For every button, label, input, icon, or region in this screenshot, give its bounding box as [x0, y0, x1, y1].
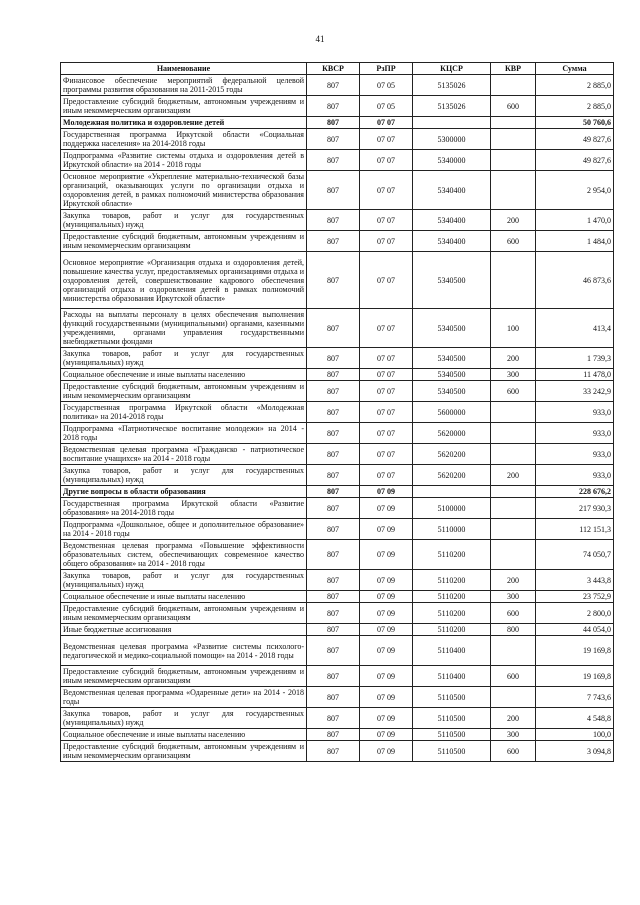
- cell-name: Ведомственная целевая программа «Развитие системы психолого-педагогической и медико-социальной помощи» на 2014 - 2018 годы: [61, 636, 307, 666]
- column-header-rzpr: РзПР: [360, 63, 413, 75]
- table-row: [61, 687, 614, 708]
- table-row: [61, 171, 614, 210]
- cell-kvsr: 807: [307, 708, 360, 729]
- cell-name: Предоставление субсидий бюджетным, автономным учреждениям и иным некоммерческим организациям: [61, 96, 307, 117]
- column-header-kvsr: КВСР: [307, 63, 360, 75]
- cell-sum: 2 954,0: [536, 171, 614, 210]
- cell-kvsr: 807: [307, 348, 360, 369]
- cell-kcsr: 5340400: [413, 231, 491, 252]
- table-row: [61, 117, 614, 129]
- cell-name: Государственная программа Иркутской области «Развитие образования» на 2014-2018 годы: [61, 498, 307, 519]
- cell-sum: 1 484,0: [536, 231, 614, 252]
- cell-kvr: [491, 486, 536, 498]
- table-row: [61, 444, 614, 465]
- column-header-name: Наименование: [61, 63, 307, 75]
- cell-name: Расходы на выплаты персоналу в целях обеспечения выполнения функций государственными (муниципальными) органами, казенными учреждениями, органами управления государственными внебюджетными фондами: [61, 309, 307, 348]
- cell-name: Закупка товаров, работ и услуг для государственных (муниципальных) нужд: [61, 708, 307, 729]
- table-row: [61, 624, 614, 636]
- cell-rzpr: 07 07: [360, 348, 413, 369]
- cell-rzpr: 07 09: [360, 636, 413, 666]
- column-header-kcsr: КЦСР: [413, 63, 491, 75]
- cell-sum: 7 743,6: [536, 687, 614, 708]
- cell-kvr: [491, 519, 536, 540]
- cell-rzpr: 07 07: [360, 465, 413, 486]
- table-row: [61, 381, 614, 402]
- cell-kvr: [491, 636, 536, 666]
- cell-kvsr: 807: [307, 729, 360, 741]
- cell-kvsr: 807: [307, 570, 360, 591]
- cell-rzpr: 07 09: [360, 741, 413, 762]
- cell-kvr: [491, 252, 536, 309]
- cell-kvsr: 807: [307, 591, 360, 603]
- cell-name: Закупка товаров, работ и услуг для государственных (муниципальных) нужд: [61, 348, 307, 369]
- cell-kvr: 200: [491, 210, 536, 231]
- cell-kcsr: [413, 486, 491, 498]
- cell-rzpr: 07 09: [360, 570, 413, 591]
- cell-kvsr: 807: [307, 603, 360, 624]
- cell-name: Предоставление субсидий бюджетным, автономным учреждениям и иным некоммерческим организациям: [61, 666, 307, 687]
- cell-rzpr: 07 07: [360, 210, 413, 231]
- cell-kvr: 600: [491, 603, 536, 624]
- table-row: [61, 519, 614, 540]
- cell-kvsr: 807: [307, 231, 360, 252]
- cell-sum: 933,0: [536, 465, 614, 486]
- cell-kcsr: 5110500: [413, 729, 491, 741]
- cell-kvr: 600: [491, 666, 536, 687]
- cell-kvr: 200: [491, 708, 536, 729]
- cell-rzpr: 07 07: [360, 402, 413, 423]
- cell-name: Государственная программа Иркутской области «Молодежная политика» на 2014-2018 годы: [61, 402, 307, 423]
- cell-rzpr: 07 09: [360, 708, 413, 729]
- cell-kvsr: 807: [307, 636, 360, 666]
- table-row: [61, 129, 614, 150]
- cell-sum: 217 930,3: [536, 498, 614, 519]
- cell-kvsr: 807: [307, 465, 360, 486]
- cell-kvr: 600: [491, 231, 536, 252]
- cell-kvr: [491, 402, 536, 423]
- cell-kvsr: 807: [307, 252, 360, 309]
- cell-name: Подпрограмма «Развитие системы отдыха и оздоровления детей в Иркутской области» на 2014 - 2018 годы: [61, 150, 307, 171]
- cell-sum: 112 151,3: [536, 519, 614, 540]
- cell-rzpr: 07 09: [360, 591, 413, 603]
- cell-kcsr: 5135026: [413, 96, 491, 117]
- cell-kvsr: 807: [307, 666, 360, 687]
- cell-name: Подпрограмма «Дошкольное, общее и дополнительное образование» на 2014 - 2018 годы: [61, 519, 307, 540]
- cell-kcsr: 5340500: [413, 381, 491, 402]
- cell-name: Основное мероприятие «Укрепление материально-технической базы организаций, оказывающих услуги по организации отдыха и оздоровления детей, в рамках полномочий министерства образования Иркутской области»: [61, 171, 307, 210]
- cell-kcsr: 5110500: [413, 741, 491, 762]
- cell-sum: 1 739,3: [536, 348, 614, 369]
- table-row: [61, 348, 614, 369]
- cell-kvsr: 807: [307, 150, 360, 171]
- cell-kvsr: 807: [307, 129, 360, 150]
- table-row: [61, 423, 614, 444]
- cell-kvr: [491, 150, 536, 171]
- cell-name: Социальное обеспечение и иные выплаты населению: [61, 729, 307, 741]
- table-row: [61, 369, 614, 381]
- cell-rzpr: 07 09: [360, 624, 413, 636]
- table-row: [61, 591, 614, 603]
- cell-sum: 1 470,0: [536, 210, 614, 231]
- cell-kvr: 600: [491, 741, 536, 762]
- cell-name: Предоставление субсидий бюджетным, автономным учреждениям и иным некоммерческим организациям: [61, 741, 307, 762]
- column-header-kvr: КВР: [491, 63, 536, 75]
- table-row: [61, 252, 614, 309]
- cell-kvsr: 807: [307, 486, 360, 498]
- cell-sum: 11 478,0: [536, 369, 614, 381]
- table-row: [61, 636, 614, 666]
- cell-kcsr: 5110500: [413, 708, 491, 729]
- cell-rzpr: 07 07: [360, 117, 413, 129]
- cell-kvsr: 807: [307, 96, 360, 117]
- cell-sum: 49 827,6: [536, 129, 614, 150]
- cell-name: Иные бюджетные ассигнования: [61, 624, 307, 636]
- cell-kcsr: 5300000: [413, 129, 491, 150]
- cell-sum: 2 885,0: [536, 96, 614, 117]
- cell-kcsr: 5110400: [413, 636, 491, 666]
- cell-sum: 228 676,2: [536, 486, 614, 498]
- cell-kvsr: 807: [307, 423, 360, 444]
- cell-rzpr: 07 07: [360, 369, 413, 381]
- cell-kcsr: 5340400: [413, 210, 491, 231]
- cell-kvr: 600: [491, 96, 536, 117]
- cell-kvsr: 807: [307, 519, 360, 540]
- cell-name: Финансовое обеспечение мероприятий федеральной целевой программы развития образования на 2011-2015 годы: [61, 75, 307, 96]
- cell-kvr: 100: [491, 309, 536, 348]
- cell-kvsr: 807: [307, 402, 360, 423]
- cell-sum: 50 760,6: [536, 117, 614, 129]
- cell-kvr: 800: [491, 624, 536, 636]
- cell-sum: 2 800,0: [536, 603, 614, 624]
- table-row: [61, 96, 614, 117]
- table-body: [61, 75, 614, 762]
- cell-sum: 3 443,8: [536, 570, 614, 591]
- cell-kvsr: 807: [307, 210, 360, 231]
- cell-name: Молодежная политика и оздоровление детей: [61, 117, 307, 129]
- table-row: [61, 708, 614, 729]
- cell-kvsr: 807: [307, 369, 360, 381]
- budget-table: [60, 62, 614, 762]
- cell-kcsr: 5110200: [413, 624, 491, 636]
- cell-sum: 23 752,9: [536, 591, 614, 603]
- cell-kcsr: 5620000: [413, 423, 491, 444]
- cell-kvsr: 807: [307, 381, 360, 402]
- cell-kvsr: 807: [307, 444, 360, 465]
- cell-kcsr: 5110200: [413, 603, 491, 624]
- cell-kcsr: 5600000: [413, 402, 491, 423]
- cell-rzpr: 07 07: [360, 231, 413, 252]
- cell-sum: 19 169,8: [536, 666, 614, 687]
- table-row: [61, 498, 614, 519]
- cell-sum: 933,0: [536, 444, 614, 465]
- cell-kvr: 300: [491, 369, 536, 381]
- cell-name: Государственная программа Иркутской области «Социальная поддержка населения» на 2014-2018 годы: [61, 129, 307, 150]
- cell-kvsr: 807: [307, 624, 360, 636]
- cell-name: Социальное обеспечение и иные выплаты населению: [61, 591, 307, 603]
- cell-sum: 2 885,0: [536, 75, 614, 96]
- cell-kcsr: 5110500: [413, 687, 491, 708]
- cell-sum: 933,0: [536, 423, 614, 444]
- cell-kvr: 200: [491, 465, 536, 486]
- cell-kvr: [491, 687, 536, 708]
- table-row: [61, 150, 614, 171]
- cell-name: Закупка товаров, работ и услуг для государственных (муниципальных) нужд: [61, 570, 307, 591]
- cell-name: Социальное обеспечение и иные выплаты населению: [61, 369, 307, 381]
- table-row: [61, 486, 614, 498]
- cell-kcsr: 5110200: [413, 570, 491, 591]
- cell-kcsr: 5340400: [413, 171, 491, 210]
- cell-name: Предоставление субсидий бюджетным, автономным учреждениям и иным некоммерческим организациям: [61, 603, 307, 624]
- cell-sum: 19 169,8: [536, 636, 614, 666]
- cell-kvr: 300: [491, 591, 536, 603]
- cell-kcsr: 5340500: [413, 369, 491, 381]
- cell-name: Предоставление субсидий бюджетным, автономным учреждениям и иным некоммерческим организациям: [61, 381, 307, 402]
- cell-name: Другие вопросы в области образования: [61, 486, 307, 498]
- table-row: [61, 75, 614, 96]
- cell-name: Закупка товаров, работ и услуг для государственных (муниципальных) нужд: [61, 465, 307, 486]
- cell-kvsr: 807: [307, 540, 360, 570]
- cell-rzpr: 07 07: [360, 129, 413, 150]
- cell-rzpr: 07 07: [360, 150, 413, 171]
- cell-kcsr: 5100000: [413, 498, 491, 519]
- cell-kvr: 300: [491, 729, 536, 741]
- table-row: [61, 741, 614, 762]
- cell-kcsr: 5340500: [413, 252, 491, 309]
- page-number: 41: [315, 34, 325, 44]
- cell-kvr: 200: [491, 348, 536, 369]
- cell-kcsr: 5620200: [413, 444, 491, 465]
- cell-sum: 3 094,8: [536, 741, 614, 762]
- cell-kcsr: 5110000: [413, 519, 491, 540]
- cell-kcsr: 5340500: [413, 348, 491, 369]
- cell-name: Основное мероприятие «Организация отдыха и оздоровления детей, повышение качества услуг, предоставляемых организациями отдыха и оздоровления детей, совершенствование кадрового обеспечения организаций отдыха и оздоровления детей в рамках полномочий министерства образования Иркутской области»: [61, 252, 307, 309]
- cell-sum: 74 050,7: [536, 540, 614, 570]
- table-row: [61, 729, 614, 741]
- cell-name: Ведомственная целевая программа «Повышение эффективности образовательных систем, обеспечивающих современное качество общего образования» на 2014 - 2018 годы: [61, 540, 307, 570]
- table-row: [61, 465, 614, 486]
- table-row: [61, 309, 614, 348]
- cell-kvsr: 807: [307, 687, 360, 708]
- cell-kvsr: 807: [307, 309, 360, 348]
- cell-kcsr: 5620200: [413, 465, 491, 486]
- cell-kcsr: 5110200: [413, 540, 491, 570]
- cell-rzpr: 07 09: [360, 540, 413, 570]
- cell-kvsr: 807: [307, 171, 360, 210]
- cell-rzpr: 07 07: [360, 423, 413, 444]
- cell-kvsr: 807: [307, 741, 360, 762]
- cell-kvr: [491, 171, 536, 210]
- table-row: [61, 540, 614, 570]
- cell-rzpr: 07 09: [360, 486, 413, 498]
- cell-kcsr: 5135026: [413, 75, 491, 96]
- table-row: [61, 210, 614, 231]
- cell-kvr: [491, 423, 536, 444]
- cell-rzpr: 07 07: [360, 309, 413, 348]
- cell-sum: 33 242,9: [536, 381, 614, 402]
- cell-kvr: 600: [491, 381, 536, 402]
- cell-rzpr: 07 09: [360, 519, 413, 540]
- table-row: [61, 231, 614, 252]
- cell-kvr: [491, 117, 536, 129]
- cell-name: Ведомственная целевая программа «Одаренные дети» на 2014 - 2018 годы: [61, 687, 307, 708]
- cell-rzpr: 07 07: [360, 444, 413, 465]
- column-header-sum: Сумма: [536, 63, 614, 75]
- cell-name: Подпрограмма «Патриотическое воспитание молодежи» на 2014 - 2018 годы: [61, 423, 307, 444]
- cell-sum: 413,4: [536, 309, 614, 348]
- cell-rzpr: 07 09: [360, 498, 413, 519]
- cell-kcsr: 5110400: [413, 666, 491, 687]
- cell-rzpr: 07 05: [360, 75, 413, 96]
- cell-rzpr: 07 07: [360, 171, 413, 210]
- cell-name: Предоставление субсидий бюджетным, автономным учреждениям и иным некоммерческим организациям: [61, 231, 307, 252]
- cell-kvsr: 807: [307, 75, 360, 96]
- cell-sum: 49 827,6: [536, 150, 614, 171]
- cell-kcsr: 5340500: [413, 309, 491, 348]
- cell-sum: 46 873,6: [536, 252, 614, 309]
- cell-name: Закупка товаров, работ и услуг для государственных (муниципальных) нужд: [61, 210, 307, 231]
- cell-rzpr: 07 07: [360, 252, 413, 309]
- cell-rzpr: 07 05: [360, 96, 413, 117]
- cell-sum: 933,0: [536, 402, 614, 423]
- cell-kvr: 200: [491, 570, 536, 591]
- cell-kvsr: 807: [307, 498, 360, 519]
- cell-rzpr: 07 09: [360, 603, 413, 624]
- cell-rzpr: 07 09: [360, 687, 413, 708]
- table-row: [61, 603, 614, 624]
- cell-kcsr: [413, 117, 491, 129]
- cell-rzpr: 07 07: [360, 381, 413, 402]
- cell-kvr: [491, 498, 536, 519]
- table-row: [61, 666, 614, 687]
- cell-sum: 44 054,0: [536, 624, 614, 636]
- cell-kcsr: 5110200: [413, 591, 491, 603]
- cell-kvr: [491, 129, 536, 150]
- table-row: [61, 402, 614, 423]
- cell-kvr: [491, 444, 536, 465]
- cell-sum: 100,0: [536, 729, 614, 741]
- table-row: [61, 570, 614, 591]
- cell-sum: 4 548,8: [536, 708, 614, 729]
- cell-kcsr: 5340000: [413, 150, 491, 171]
- cell-name: Ведомственная целевая программа «Гражданско - патриотическое воспитание учащихся» на 2014 - 2018 годы: [61, 444, 307, 465]
- cell-kvr: [491, 540, 536, 570]
- cell-kvsr: 807: [307, 117, 360, 129]
- cell-rzpr: 07 09: [360, 729, 413, 741]
- table-header-row: [61, 63, 614, 75]
- cell-kvr: [491, 75, 536, 96]
- cell-rzpr: 07 09: [360, 666, 413, 687]
